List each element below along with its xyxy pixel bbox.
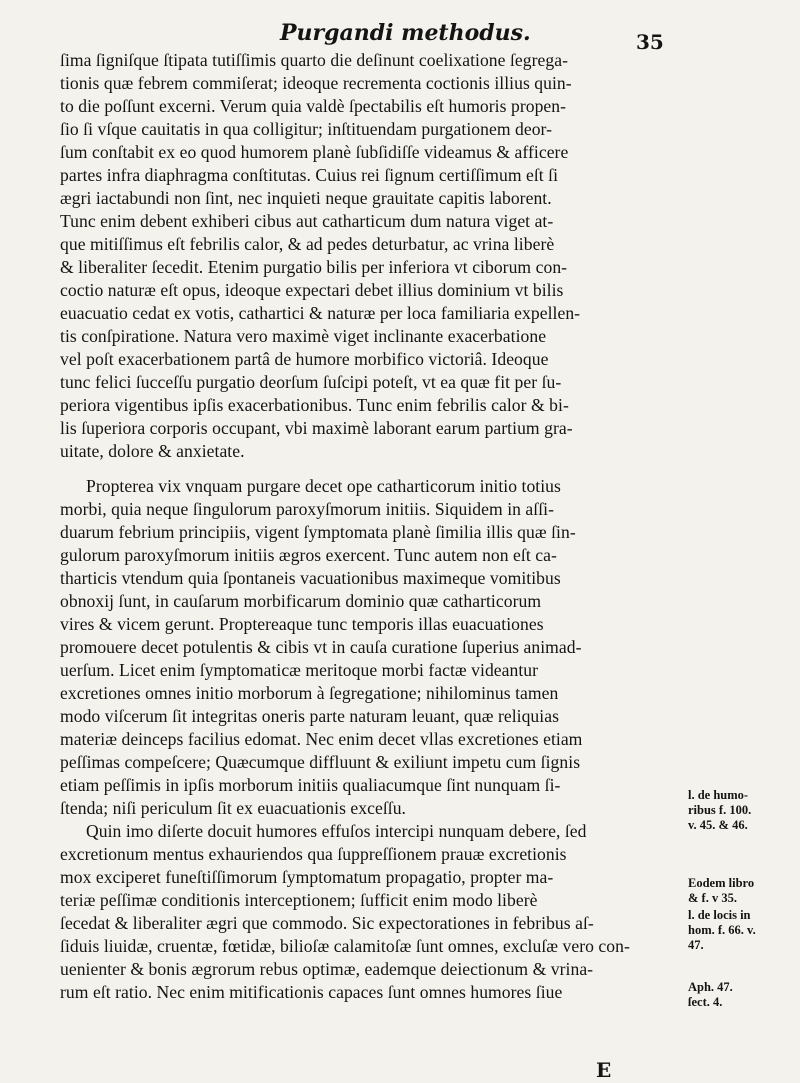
text-line: coctio naturæ eſt opus, ideoque expectari debet illius dominium vt bilis: [60, 280, 564, 300]
text-line: tis conſpiratione. Natura vero maximè viget inclinante exacerbatione: [60, 326, 547, 346]
margin-note-line: Eodem libro: [688, 876, 755, 890]
text-line: etiam peſſimis in ipſis morborum initiis qualiacumque ſint nunquam ſi-: [60, 775, 561, 795]
text-line: Tunc enim debent exhiberi cibus aut catharticum dum natura viget at-: [60, 211, 554, 231]
text-line: ſtenda; niſi periculum ſit ex euacuationis exceſſu.: [60, 798, 407, 818]
text-line: Propterea vix vnquam purgare decet ope catharticorum initio totius: [86, 476, 561, 496]
page-number: 35: [636, 30, 664, 54]
text-line: euacuatio cedat ex votis, cathartici & naturæ per loca familiaria expellen-: [60, 303, 581, 323]
text-line: uerſum. Licet enim ſymptomaticæ meritoque morbi factæ videantur: [60, 660, 539, 680]
text-line: uenienter & bonis ægrorum rebus optimæ, eademque deiectionum & vrina-: [60, 959, 594, 979]
text-line: vires & vicem gerunt. Proptereaque tunc temporis illas euacuationes: [60, 614, 544, 634]
text-line: to die poſſunt excerni. Verum quia valdè ſpectabilis eſt humoris propen-: [60, 96, 567, 116]
text-line: & liberaliter ſecedit. Etenim purgatio bilis per inferiora vt ciborum con-: [60, 257, 568, 277]
text-line: morbi, quia neque ſingulorum paroxyſmorum initiis. Siquidem in aſſi-: [60, 499, 555, 519]
text-line: ſecedat & liberaliter ægri que commodo. Sic expectorationes in febribus aſ-: [60, 913, 594, 933]
text-line: partes infra diaphragma conſtitutas. Cuius rei ſignum certiſſimum eſt ſi: [60, 165, 559, 185]
text-line: lis ſuperiora corporis occupant, vbi maximè laborant earum partium gra-: [60, 418, 573, 438]
text-line: modo viſcerum ſit integritas oneris parte naturam leuant, quæ reliquias: [60, 706, 559, 726]
margin-note-line: ſect. 4.: [688, 995, 723, 1009]
margin-note-line: & f. v 35.: [688, 891, 737, 905]
text-line: duarum febrium principiis, vigent ſymptomata planè ſimilia illis quæ ſin-: [60, 522, 576, 542]
text-line: que mitiſſimus eſt febrilis calor, & ad pedes deturbatur, ac vrina liberè: [60, 234, 555, 254]
text-line: peſſimas compeſcere; Quæcumque diffluunt & exiliunt impetu cum ſignis: [60, 752, 581, 772]
margin-note: [688, 908, 756, 953]
text-line: tharticis vtendum quia ſpontaneis vacuationibus maximeque vomitibus: [60, 568, 561, 588]
margin-note: [688, 876, 754, 906]
margin-note-line: l. de humo-: [688, 788, 749, 802]
text-line: obnoxij ſunt, in cauſarum morbificarum dominio quæ catharticorum: [60, 591, 542, 611]
text-line: ægri iactabundi non ſint, nec inquieti neque grauitate capitis laborent.: [60, 188, 552, 208]
margin-note-line: v. 45. & 46.: [688, 818, 748, 832]
text-line: gulorum paroxyſmorum initiis ægros exercent. Tunc autem non eſt ca-: [60, 545, 557, 565]
text-line: excretionum mentus exhauriendos qua ſuppreſſionem prauæ excretionis: [60, 844, 567, 864]
text-line: promouere decet potulentis & cibis vt in cauſa curatione ſuperius animad-: [60, 637, 582, 657]
text-line: Quin imo diſerte docuit humores effuſos intercipi nunquam debere, ſed: [86, 821, 587, 841]
paragraph-gap: [60, 463, 688, 475]
margin-note-line: Aph. 47.: [688, 980, 733, 994]
text-line: excretiones omnes initio morborum à ſegregatione; nihilominus tamen: [60, 683, 559, 703]
margin-note-line: l. de locis in: [688, 908, 751, 922]
text-line: teriæ peſſimæ conditionis interceptionem; ſufficit enim modo liberè: [60, 890, 538, 910]
text-line: ſio ſi vſque cauitatis in qua colligitur; inſtituendam purgationem deor-: [60, 119, 553, 139]
body-text: [60, 49, 688, 1004]
margin-note-line: ribus f. 100.: [688, 803, 752, 817]
text-line: ſum conſtabit ex eo quod humorem planè ſubſidiſſe videamus & afficere: [60, 142, 569, 162]
text-line: vel poſt exacerbationem partâ de humore morbifico victoriâ. Ideoque: [60, 349, 549, 369]
margin-note: [688, 788, 751, 833]
text-line: ſima ſigniſque ſtipata tutiſſimis quarto die deſinunt coelixatione ſegrega-: [60, 50, 568, 70]
margin-note-line: hom. f. 66. v.: [688, 923, 756, 937]
signature-mark: E: [596, 1058, 612, 1082]
text-line: tionis quæ febrem commiſerat; ideoque recrementa coctionis illius quin-: [60, 73, 572, 93]
text-line: rum eſt ratio. Nec enim mitificationis capaces ſunt omnes humores ſiue: [60, 982, 563, 1002]
running-head: Purgandi methodus.: [280, 20, 531, 46]
text-line: uitate, dolore & anxietate.: [60, 441, 245, 461]
margin-note: [688, 980, 733, 1010]
text-line: mox exciperet funeſtiſſimorum ſymptomatum propagatio, propter ma-: [60, 867, 554, 887]
text-line: materiæ deinceps facilius edomat. Nec enim decet vllas excretiones etiam: [60, 729, 583, 749]
margin-note-line: 47.: [688, 938, 704, 952]
text-line: ſiduis liuidæ, cruentæ, fœtidæ, bilioſæ calamitoſæ ſunt omnes, excluſæ vero con-: [60, 936, 630, 956]
text-line: periora vigentibus ipſis exacerbationibus. Tunc enim febrilis calor & bi-: [60, 395, 569, 415]
text-line: tunc felici ſucceſſu purgatio deorſum ſuſcipi poteſt, vt ea quæ fit per ſu-: [60, 372, 562, 392]
